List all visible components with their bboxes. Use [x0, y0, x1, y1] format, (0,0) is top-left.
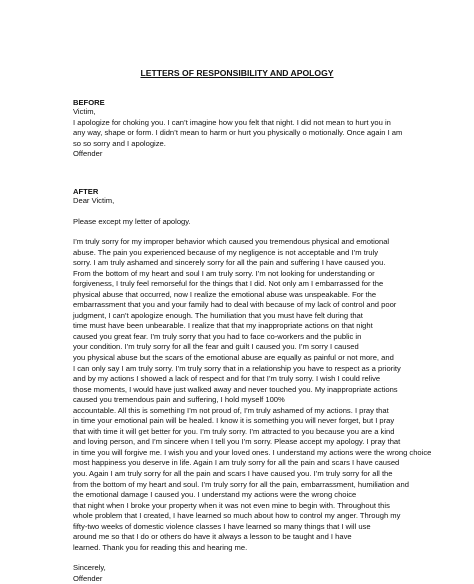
body-line: that night when I broke your property when it was not even mine to begin with. Throughout this [73, 500, 390, 510]
after-body [73, 237, 432, 553]
body-line: you physical abuse but the scars of the emotional abuse are equally as painful or not more, and [73, 353, 394, 363]
after-intro [73, 217, 413, 228]
body-line: forgiveness, I truly feel remorseful for the things that I did. Not only am I embarrassed for the [73, 279, 384, 289]
before-line: any way, shape or form. I didn’t mean to harm or hurt you physically o motionally. Once again I am [73, 128, 403, 138]
body-line: I’m truly sorry for my improper behavior which caused you tremendous physical and emotional [73, 237, 390, 246]
body-line: I can only say I am truly sorry. I’m truly sorry that in a relationship you have to respect as a priority [73, 363, 401, 373]
body-line: the emotional damage I caused you. I understand my actions were the wrong choice [73, 490, 357, 500]
body-line: your condition. I’m truly sorry for all the fear and guilt I caused you. I’m sorry I caused [73, 342, 359, 352]
body-line: from the bottom of my heart and soul. I’m truly sorry for all the pain, embarrassment, humiliation and [73, 479, 409, 489]
body-line: physical abuse that occurred, now I realize the emotional abuse was unspeakable. For the [73, 289, 377, 299]
body-line: in time your emotional pain will be healed. I know it is something you will never forget, but I pray [73, 416, 395, 426]
closing-line: Offender [73, 573, 103, 583]
document-title: LETTERS OF RESPONSIBILITY AND APOLOGY [140, 68, 334, 78]
body-line: judgment, I can’t apologize enough. The humiliation that you must have felt during that [73, 310, 363, 320]
body-line: and by my actions I showed a lack of respect and for that I’m truly sorry. I wish I could relive [73, 374, 381, 384]
body-line: From the bottom of my heart and soul I am truly sorry. I’m not looking for understanding or [73, 268, 375, 278]
body-line: learned. Thank you for reading this and hearing me. [73, 542, 248, 552]
body-line: those moments, I would have just walked away and never touched you. My inappropriate actions [73, 384, 398, 394]
before-letter [73, 107, 413, 160]
body-line: around me so that I do or others do have it always a lesson to be taught and I have [73, 532, 352, 542]
before-line: so so sorry and I apologize. [73, 138, 166, 148]
body-line: accountable. All this is something I’m not proud of, I’m truly ashamed of my actions. I pray that [73, 405, 389, 415]
intro-line: Please except my letter of apology. [73, 217, 191, 226]
before-line: Victim, [73, 107, 96, 116]
after-section-label: AFTER [73, 187, 99, 196]
body-line: in time you will forgive me. I wish you and your loved ones. I understand my actions were the wrong choice [73, 447, 432, 457]
body-line: you. Again I am truly sorry for all the pain and scars I have caused you. I’m truly sorry for all the [73, 469, 393, 479]
before-line: Offender [73, 149, 103, 159]
body-line: whole problem that I created, I have learned so much about how to control my anger. Through my [73, 511, 401, 521]
salutation-line: Dear Victim, [73, 196, 115, 205]
body-line: that with time it will get better for you. I’m truly sorry. I’m attracted to you because you are a kind [73, 426, 395, 436]
body-line: caused you great fear. I’m truly sorry that you had to face co-workers and the public in [73, 331, 362, 341]
body-line: most happiness you deserve in life. Again I am truly sorry for all the pain and scars I have caused [73, 458, 400, 468]
body-line: caused you tremendous pain and suffering, I hold myself 100% [73, 395, 285, 405]
before-section-label: BEFORE [73, 98, 105, 107]
before-line: I apologize for choking you. I can’t imagine how you felt that night. I did not mean to hurt you in [73, 117, 391, 127]
body-line: and loving person, and I’m sincere when I tell you I’m sorry. Please accept my apology. I pray that [73, 437, 401, 447]
body-line: embarrassment that you and your family had to deal with because of my lack of control and poor [73, 300, 397, 310]
after-closing [73, 563, 413, 584]
body-line: time must have been unbearable. I realize that that my inappropriate actions on that night [73, 321, 373, 331]
body-line: sorry. I am truly ashamed and sincerely sorry for all the pain and suffering I have caused you. [73, 258, 386, 268]
closing-line: Sincerely, [73, 563, 106, 572]
body-line: fifty-two weeks of domestic violence classes I have learned so many things that I will use [73, 521, 371, 531]
after-salutation [73, 196, 413, 207]
body-line: abuse. The pain you experienced because of my negligence is not acceptable and I’m truly [73, 247, 379, 257]
